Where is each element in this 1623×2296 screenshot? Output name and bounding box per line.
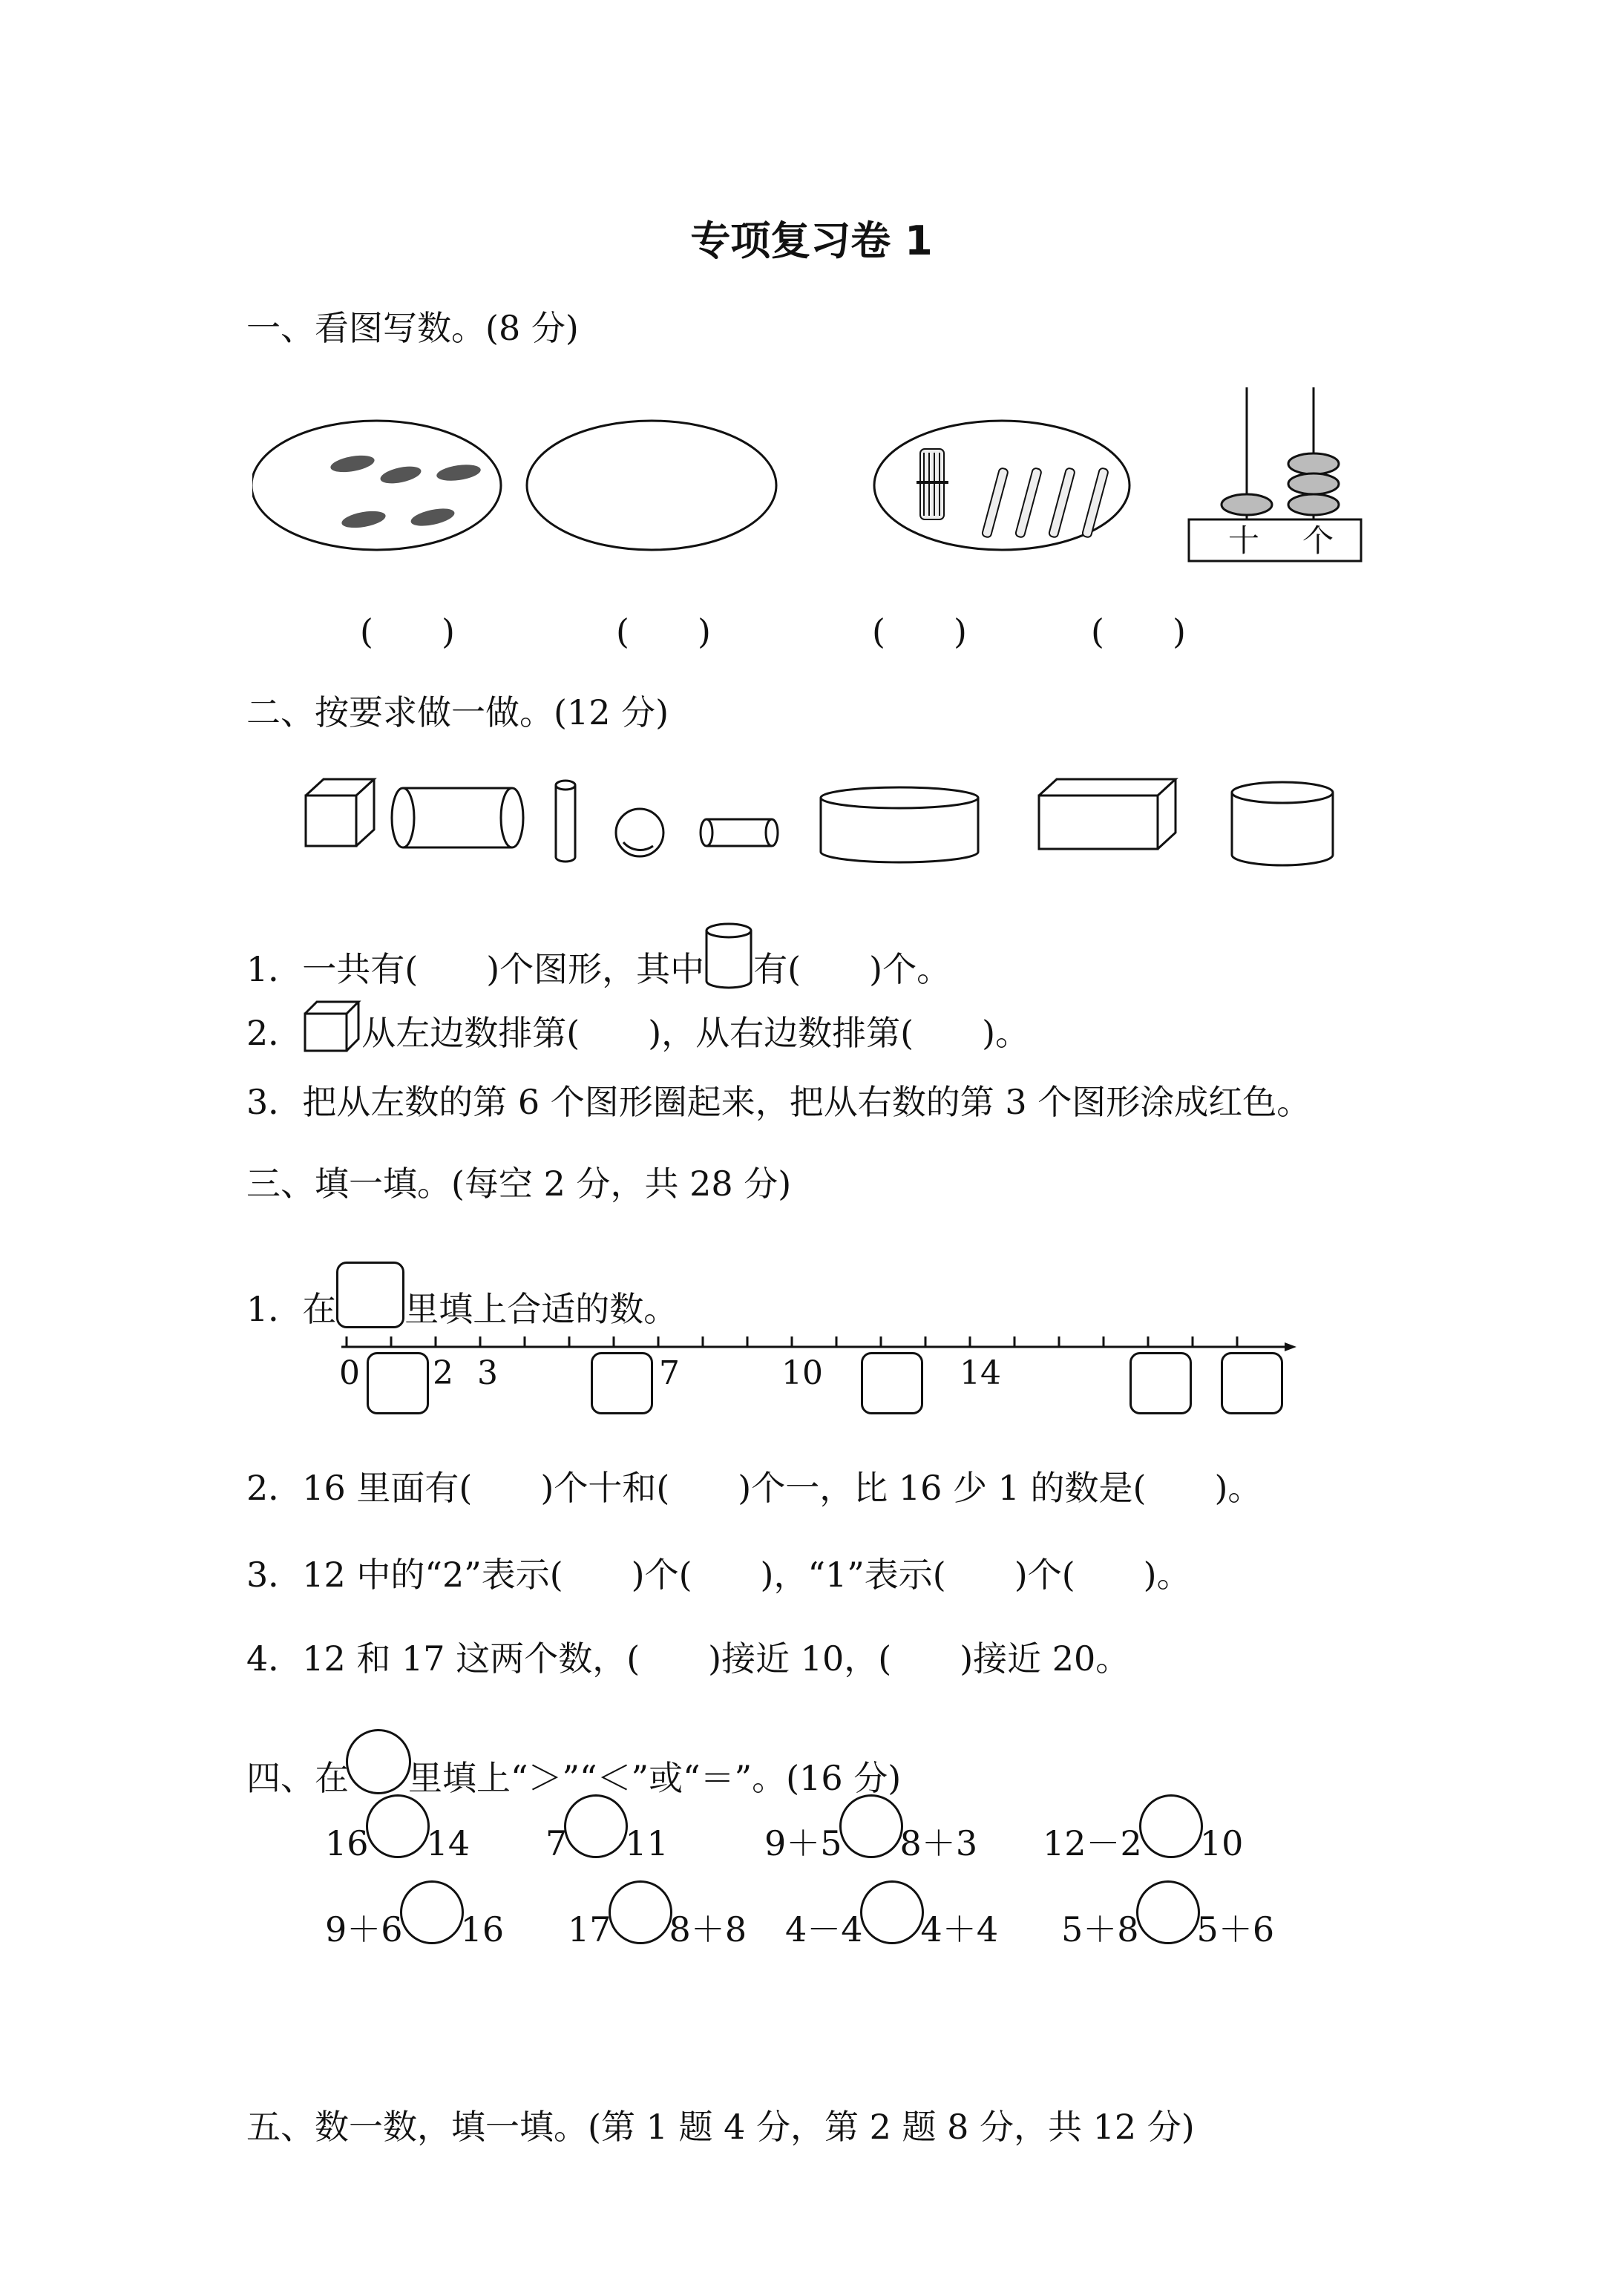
- section3-question-3: 3．12 中的“2”表示( )个( )，“1”表示( )个( )。: [246, 1555, 1191, 1595]
- answer-blank-1[interactable]: ( ): [360, 611, 455, 652]
- q2-text-a: 2．: [246, 1013, 303, 1053]
- small-cylinder-shape: [701, 819, 778, 846]
- flat-cylinder-shape: [821, 787, 978, 862]
- compare-answer-circle[interactable]: [1136, 1880, 1200, 1944]
- cuboid-shape: [1039, 779, 1176, 849]
- answer-blank-3[interactable]: ( ): [872, 611, 967, 652]
- compare-answer-circle[interactable]: [1139, 1794, 1203, 1858]
- thin-cylinder-shape: [556, 781, 575, 862]
- section3-question-4: 4．12 和 17 这两个数，( )接近 10，( )接近 20。: [246, 1639, 1130, 1679]
- abacus-tens-label: 十: [1228, 522, 1260, 559]
- compare-answer-circle[interactable]: [366, 1794, 430, 1858]
- abacus-figure: [1189, 387, 1361, 561]
- compare-item: 9＋5 8＋3: [764, 1794, 977, 1866]
- compare-item: 12－2 10: [1043, 1794, 1243, 1866]
- q1-text-a: 1．一共有( )个图形，其中: [246, 949, 705, 989]
- answer-blank-4[interactable]: ( ): [1091, 611, 1186, 652]
- long-cylinder-shape: [392, 788, 523, 847]
- number-line-label-3: 3: [477, 1354, 498, 1392]
- cylinder-icon: [704, 922, 753, 993]
- compare-item: 9＋6 16: [325, 1880, 504, 1952]
- q2-text-b: 从左边数排第( )，从右边数排第( )。: [361, 1013, 1030, 1053]
- q1-text-b: 有( )个。: [753, 949, 951, 989]
- sticks-figure: [874, 421, 1129, 550]
- compare-answer-circle[interactable]: [564, 1794, 628, 1858]
- section2-heading: 二、按要求做一做。(12 分): [246, 692, 669, 732]
- answer-blank-2[interactable]: ( ): [616, 611, 711, 652]
- cube-shape: [306, 779, 374, 846]
- empty-ellipse: [527, 421, 776, 550]
- number-line-label-14: 14: [960, 1354, 1001, 1392]
- heading-text-b: 里填上“＞”“＜”或“＝”。(16 分): [408, 1758, 902, 1798]
- number-line-answer-box[interactable]: [1129, 1352, 1192, 1414]
- number-line-answer-box[interactable]: [861, 1352, 923, 1414]
- section5-heading: 五、数一数，填一填。(第 1 题 4 分，第 2 题 8 分，共 12 分): [246, 2107, 1195, 2147]
- sphere-shape: [616, 809, 663, 856]
- section2-question-1: [246, 922, 951, 993]
- q1-text-a: 1．在: [246, 1289, 337, 1329]
- compare-item: 16 14: [325, 1794, 470, 1863]
- section3-question-1: [246, 1262, 678, 1331]
- number-line-label-7: 7: [659, 1354, 680, 1392]
- number-line-label-0: 0: [339, 1354, 360, 1392]
- section2-question-2: [246, 999, 1029, 1055]
- compare-circle-icon: [346, 1729, 411, 1794]
- section1-figures: [252, 378, 1380, 571]
- answer-box-icon: [336, 1262, 404, 1328]
- short-cylinder-shape: [1232, 782, 1333, 865]
- number-line-answer-box[interactable]: [591, 1352, 653, 1414]
- section1-heading: 一、看图写数。(8 分): [246, 308, 579, 348]
- compare-answer-circle[interactable]: [609, 1880, 672, 1944]
- compare-item: 17 8＋8: [568, 1880, 747, 1952]
- compare-item: 7 11: [545, 1794, 669, 1863]
- section3-question-2: 2．16 里面有( )个十和( )个一，比 16 少 1 的数是( )。: [246, 1468, 1262, 1508]
- heading-text-a: 四、在: [246, 1758, 349, 1798]
- candy-group-figure: [252, 421, 501, 550]
- q1-text-b: 里填上合适的数。: [404, 1289, 678, 1329]
- number-line-answer-box[interactable]: [1221, 1352, 1283, 1414]
- abacus-ones-label: 个: [1302, 522, 1334, 559]
- compare-item: 4－4 4＋4: [785, 1880, 998, 1952]
- compare-answer-circle[interactable]: [860, 1880, 924, 1944]
- compare-item: 5＋8 5＋6: [1061, 1880, 1274, 1952]
- number-line-label-10: 10: [781, 1354, 823, 1392]
- section2-question-3: 3．把从左数的第 6 个图形圈起来，把从右数的第 3 个图形涂成红色。: [246, 1082, 1311, 1122]
- cube-icon: [302, 999, 361, 1054]
- number-line-label-2: 2: [433, 1354, 453, 1392]
- compare-answer-circle[interactable]: [839, 1794, 903, 1858]
- compare-answer-circle[interactable]: [400, 1880, 464, 1944]
- section4-heading: [246, 1729, 901, 1800]
- shapes-row: [297, 772, 1351, 876]
- number-line-answer-box[interactable]: [367, 1352, 429, 1414]
- section3-heading: 三、填一填。(每空 2 分，共 28 分): [246, 1164, 792, 1204]
- page-title: 专项复习卷 1: [690, 217, 933, 264]
